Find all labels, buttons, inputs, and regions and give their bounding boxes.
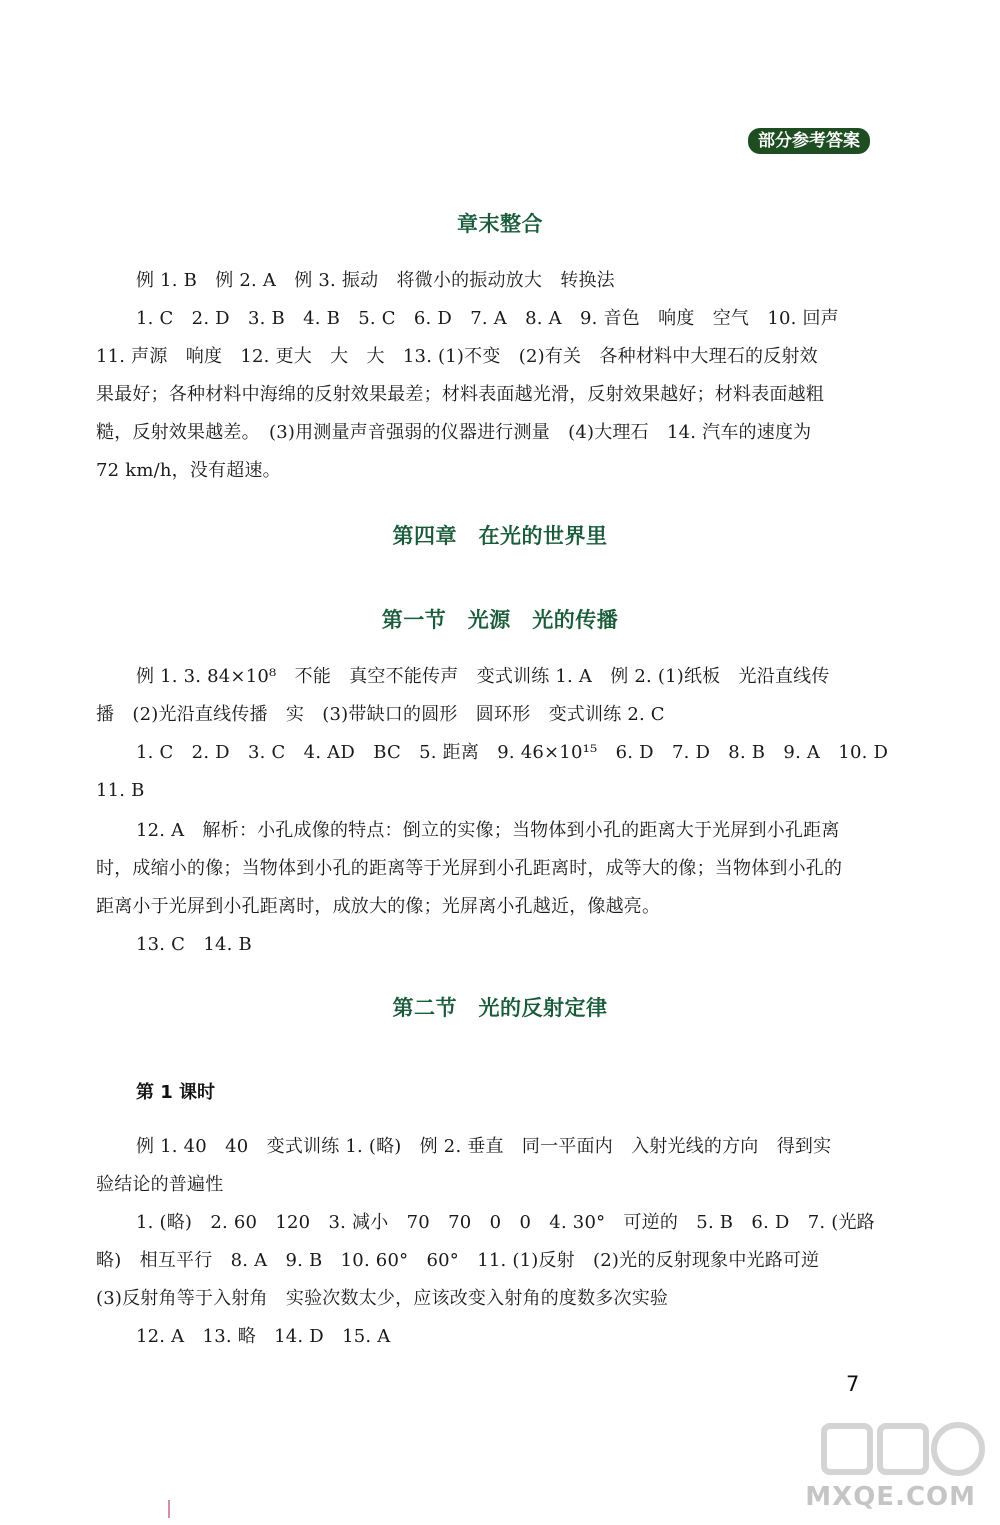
text-line: 糙，反射效果越差。 (3)用测量声音强弱的仪器进行测量 (4)大理石 14. 汽车的速度为 — [96, 422, 812, 443]
watermark-glyph-icon — [818, 1418, 988, 1488]
subheading-lesson-1: 第 1 课时 — [136, 1082, 216, 1103]
text-line: 13. C 14. B — [136, 934, 252, 955]
text-line: 播 (2)光沿直线传播 实 (3)带缺口的圆形 圆环形 变式训练 2. C — [96, 704, 665, 725]
watermark-text: MXQE.COM — [805, 1482, 976, 1512]
margin-mark — [168, 1500, 170, 1518]
text-line: 果最好；各种材料中海绵的反射效果最差；材料表面越光滑，反射效果越好；材料表面越粗 — [96, 384, 824, 405]
text-line: 11. 声源 响度 12. 更大 大 大 13. (1)不变 (2)有关 各种材料中大理石的反射效 — [96, 346, 818, 367]
heading-section-1: 第一节 光源 光的传播 — [381, 608, 619, 632]
text-line: 1. (略) 2. 60 120 3. 减小 70 70 0 0 4. 30° 可逆的 5. B 6. D 7. (光路 — [136, 1212, 875, 1233]
text-line: 11. B — [96, 780, 145, 801]
text-line: 略) 相互平行 8. A 9. B 10. 60° 60° 11. (1)反射 (2)光的反射现象中光路可逆 — [96, 1250, 820, 1271]
text-line: 例 1. 3. 84×10⁸ 不能 真空不能传声 变式训练 1. A 例 2. (1)纸板 光沿直线传 — [136, 666, 830, 687]
heading-section-2: 第二节 光的反射定律 — [392, 996, 608, 1020]
text-line: 1. C 2. D 3. B 4. B 5. C 6. D 7. A 8. A 9. 音色 响度 空气 10. 回声 — [136, 308, 839, 329]
text-line: 12. A 13. 略 14. D 15. A — [136, 1326, 391, 1347]
text-line: 72 km/h，没有超速。 — [96, 460, 281, 481]
text-line: 时，成缩小的像；当物体到小孔的距离等于光屏到小孔距离时，成等大的像；当物体到小孔的 — [96, 858, 843, 879]
text-line: 验结论的普遍性 — [96, 1174, 224, 1195]
heading-chapter-summary: 章末整合 — [457, 212, 543, 236]
text-line: 1. C 2. D 3. C 4. AD BC 5. 距离 9. 46×10¹⁵ 6. D 7. D 8. B 9. A 10. D — [136, 742, 889, 763]
text-line: 例 1. 40 40 变式训练 1. (略) 例 2. 垂直 同一平面内 入射光线的方向 得到实 — [136, 1136, 832, 1157]
text-line: 例 1. B 例 2. A 例 3. 振动 将微小的振动放大 转换法 — [136, 270, 615, 291]
heading-chapter-4: 第四章 在光的世界里 — [392, 524, 608, 548]
page-number: 7 — [846, 1372, 860, 1396]
watermark-logo — [805, 1418, 988, 1518]
text-line: (3)反射角等于入射角 实验次数太少，应该改变入射角的度数多次实验 — [96, 1288, 669, 1309]
text-line: 距离小于光屏到小孔距离时，成放大的像；光屏离小孔越近，像越亮。 — [96, 896, 661, 917]
text-line: 12. A 解析：小孔成像的特点：倒立的实像；当物体到小孔的距离大于光屏到小孔距离 — [136, 820, 840, 841]
section-badge: 部分参考答案 — [748, 128, 870, 154]
